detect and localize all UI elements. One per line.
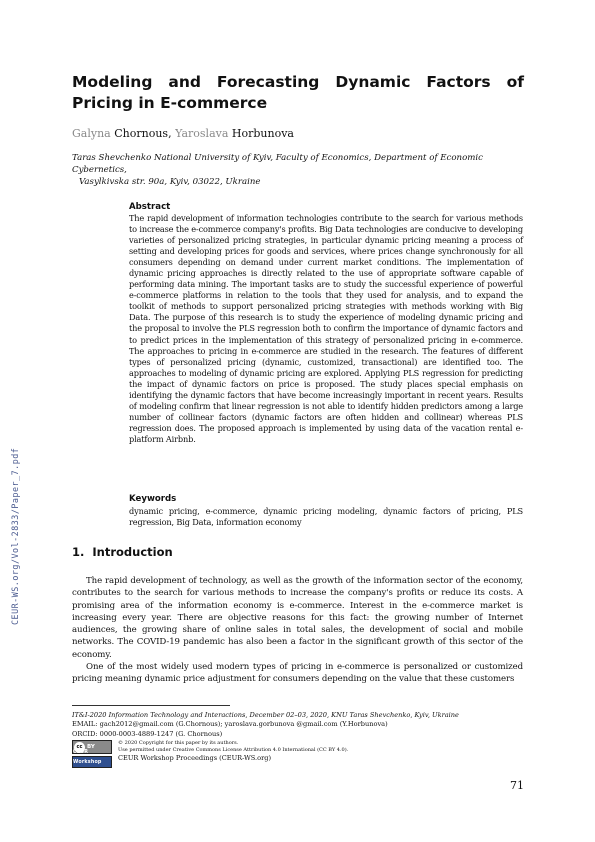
license-note: Use permitted under Creative Commons License Attribution 4.0 International (CC BY 4.0). <box>118 747 349 754</box>
author-list: Galyna Chornous, Yaroslava Horbunova <box>72 127 294 140</box>
section-heading <box>72 545 173 559</box>
section-number: 1. <box>72 545 85 559</box>
section-body <box>72 575 523 686</box>
proceedings-note: CEUR Workshop Proceedings (CEUR-WS.org) <box>118 754 272 763</box>
license-row <box>72 740 524 774</box>
affiliation <box>72 152 524 188</box>
body-paragraph-1: The rapid development of technology, as well as the growth of the information sector of the economy, contributes to the search for various methods to increase the company's profits or reduce its costs. A promising area of the information economy is e-commerce. Interest in the e-commerce market is increasing every year. There are objective reasons for this fact: the growing number of Internet audiences, the growing share of online sales in total sales, the development of social and mobile networks. The COVID-19 pandemic has also been a factor in the significant growth of this sector of the economy. <box>72 576 523 660</box>
cc-by-badge-icon: cc BY <box>72 740 112 754</box>
abstract-text: The rapid development of information technologies contribute to the search for various methods to increase the e-commerce company's profits. Big Data technologies are conducive to developing varieties of personalized pricing strategies, in particular dynamic pricing meaning a process of setting and developing prices for goods and services, where prices change synchronously for all consumers depending on demand under current market conditions. The implementation of dynamic pricing approaches is directly related to the use of appropriate software capable of performing data mining. The important tasks are to study the successful experience of powerful e-commerce platforms in relation to the tools that they used for analysis, and to expand the toolkit of methods to support personalized pricing strategies with methods working with Big Data. The purpose of this research is to study the experience of modeling dynamic pricing and the proposal to involve the PLS regression both to confirm the importance of dynamic factors and to predict prices in the implementation of this strategy of personalized pricing in e-commerce. The approaches to pricing in e-commerce are studied in the research. The features of different types of personalized pricing (dynamic, customized, transactional) are identified too. The approaches to modeling of dynamic pricing are explored. Applying PLS regression for predicting the impact of dynamic factors on price is proposed. The study places special emphasis on identifying the dynamic factors that have become increasingly important in recent years. Results of modeling confirm that linear regression is not able to identify hidden predictors among a large number of collinear factors (dynamic factors are often hidden and collinear) whereas PLS regression does. The proposed approach is implemented by using data of the vacation rental e-platform Airbnb. <box>129 213 523 444</box>
copyright-note: © 2020 Copyright for this paper by its authors. <box>118 740 239 747</box>
author-1-last-name: Chornous <box>114 127 169 140</box>
footnotes <box>72 711 524 774</box>
conference-note: IT&I-2020 Information Technology and Interactions, December 02–03, 2020, KNU Taras Shevchenko, Kyiv, Ukraine <box>72 711 459 719</box>
body-paragraph-2: One of the most widely used modern types of pricing in e-commerce is personalized or customized pricing meaning dynamic price adjustment for consumers depending on the value that these customers <box>72 662 523 685</box>
affiliation-line-2: Vasylkivska str. 90a, Kyiv, 03022, Ukraine <box>79 177 261 187</box>
section-title: Introduction <box>92 545 173 559</box>
author-2-first-name: Yaroslava <box>175 127 229 140</box>
ceur-url-stamp[interactable]: CEUR-WS.org/Vol-2833/Paper_7.pdf <box>10 447 20 625</box>
keywords-heading: Keywords <box>129 494 177 504</box>
keywords-text: dynamic pricing, e-commerce, dynamic pricing modeling, dynamic factors of pricing, PLS regression, Big Data, information economy <box>129 506 523 528</box>
orcid-note: ORCID: 0000-0003-4889-1247 (G. Chornous) <box>72 729 223 738</box>
email-note: EMAIL: gach2012@gmail.com (G.Chornous); yaroslava.gorbunova @gmail.com (Y.Horbunova) <box>72 720 388 729</box>
page-number: 71 <box>510 779 524 792</box>
footnote-divider <box>72 705 230 706</box>
author-2-last-name: Horbunova <box>231 127 294 140</box>
paper-title: Modeling and Forecasting Dynamic Factors of Pricing in E-commerce <box>72 73 524 112</box>
author-1-first-name: Galyna <box>72 127 111 140</box>
affiliation-line-1: Taras Shevchenko National University of Kyiv, Faculty of Economics, Department of Economic Cybernetics, <box>72 153 483 175</box>
abstract-heading: Abstract <box>129 202 171 212</box>
ceur-logo-icon: Workshop Proceedings <box>72 756 112 768</box>
